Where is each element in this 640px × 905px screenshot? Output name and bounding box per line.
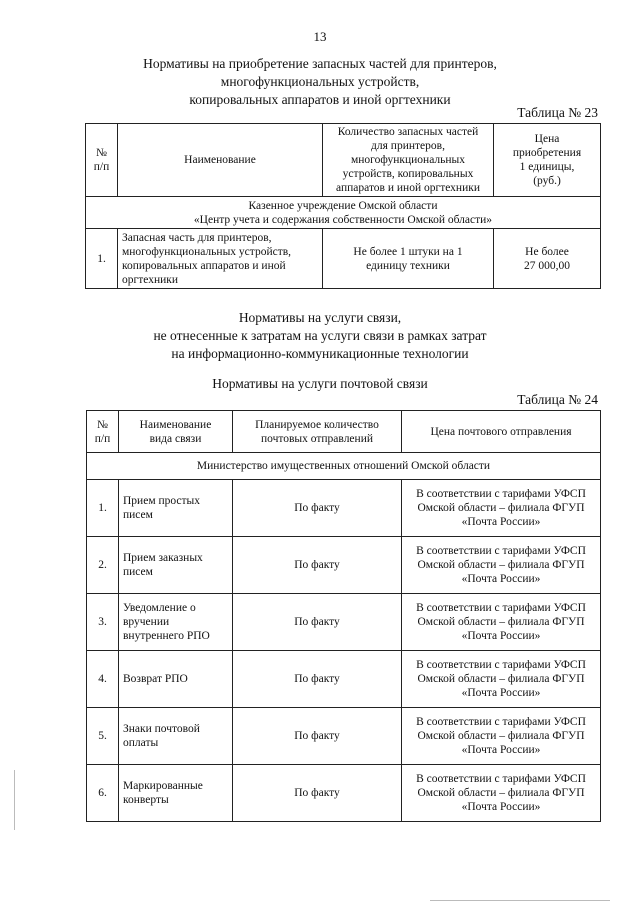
- table-row: [87, 765, 601, 822]
- section2-title-line: Нормативы на услуги связи,: [238, 310, 402, 325]
- table-23: [85, 123, 601, 289]
- section2-title-line: на информационно-коммуникационные технологии: [171, 346, 469, 361]
- org-row: [86, 197, 601, 229]
- cell-qty: По факту: [233, 765, 402, 822]
- cell-name: Запасная часть для принтеров, многофункциональных устройств, копировальных аппаратов и иной оргтехники: [118, 229, 323, 289]
- cell-num: 3.: [87, 594, 119, 651]
- table-header-row: [87, 411, 601, 453]
- cell-name: Прием заказных писем: [119, 537, 233, 594]
- cell-qty: По факту: [233, 594, 402, 651]
- cell-price: В соответствии с тарифами УФСП Омской области – филиала ФГУП «Почта России»: [402, 708, 601, 765]
- cell-num: 2.: [87, 537, 119, 594]
- section1-title-line: копировальных аппаратов и иной оргтехники: [189, 92, 451, 107]
- cell-num: 4.: [87, 651, 119, 708]
- section1-title-line: Нормативы на приобретение запасных частей для принтеров,: [143, 56, 497, 71]
- scan-edge-mark: [14, 770, 15, 830]
- org-name: Казенное учреждение Омской области «Центр учета и содержания собственности Омской области»: [86, 197, 601, 229]
- scan-edge-mark: [430, 900, 610, 901]
- cell-num: 5.: [87, 708, 119, 765]
- cell-price: В соответствии с тарифами УФСП Омской области – филиала ФГУП «Почта России»: [402, 480, 601, 537]
- cell-num: 1.: [86, 229, 118, 289]
- header-name: Наименование: [118, 124, 323, 197]
- header-qty: Планируемое количество почтовых отправлений: [233, 411, 402, 453]
- header-price: Цена почтового отправления: [402, 411, 601, 453]
- table-row: [87, 708, 601, 765]
- cell-name: Знаки почтовой оплаты: [119, 708, 233, 765]
- cell-qty: Не более 1 штуки на 1 единицу техники: [323, 229, 494, 289]
- section3-title: [0, 375, 640, 393]
- cell-name: Уведомление о вручении внутреннего РПО: [119, 594, 233, 651]
- header-price: Цена приобретения 1 единицы, (руб.): [494, 124, 601, 197]
- cell-price: Не более 27 000,00: [494, 229, 601, 289]
- cell-price: В соответствии с тарифами УФСП Омской области – филиала ФГУП «Почта России»: [402, 651, 601, 708]
- table-24: [86, 410, 601, 822]
- cell-price: В соответствии с тарифами УФСП Омской области – филиала ФГУП «Почта России»: [402, 765, 601, 822]
- table-row: [87, 594, 601, 651]
- cell-qty: По факту: [233, 651, 402, 708]
- header-qty: Количество запасных частей для принтеров, многофункциональных устройств, копировальных аппаратов и иной оргтехники: [323, 124, 494, 197]
- section2-title: [0, 309, 640, 363]
- table-23-label: Таблица № 23: [517, 105, 598, 120]
- header-num: № п/п: [86, 124, 118, 197]
- cell-num: 1.: [87, 480, 119, 537]
- table-row: [86, 229, 601, 289]
- cell-price: В соответствии с тарифами УФСП Омской области – филиала ФГУП «Почта России»: [402, 594, 601, 651]
- header-num: № п/п: [87, 411, 119, 453]
- org-name: Министерство имущественных отношений Омской области: [87, 453, 601, 480]
- section1-title: [0, 55, 640, 109]
- cell-name: Возврат РПО: [119, 651, 233, 708]
- org-row: [87, 453, 601, 480]
- cell-price: В соответствии с тарифами УФСП Омской области – филиала ФГУП «Почта России»: [402, 537, 601, 594]
- section2-title-line: не отнесенные к затратам на услуги связи в рамках затрат: [153, 328, 487, 343]
- header-name: Наименование вида связи: [119, 411, 233, 453]
- cell-name: Маркированные конверты: [119, 765, 233, 822]
- cell-qty: По факту: [233, 480, 402, 537]
- cell-qty: По факту: [233, 537, 402, 594]
- page-number: 13: [313, 29, 327, 44]
- table-24-label: Таблица № 24: [517, 392, 598, 407]
- table-header-row: [86, 124, 601, 197]
- cell-qty: По факту: [233, 708, 402, 765]
- table-row: [87, 480, 601, 537]
- table-row: [87, 651, 601, 708]
- table-row: [87, 537, 601, 594]
- section1-title-line: многофункциональных устройств,: [220, 74, 420, 89]
- section3-title-text: Нормативы на услуги почтовой связи: [212, 376, 428, 391]
- cell-num: 6.: [87, 765, 119, 822]
- cell-name: Прием простых писем: [119, 480, 233, 537]
